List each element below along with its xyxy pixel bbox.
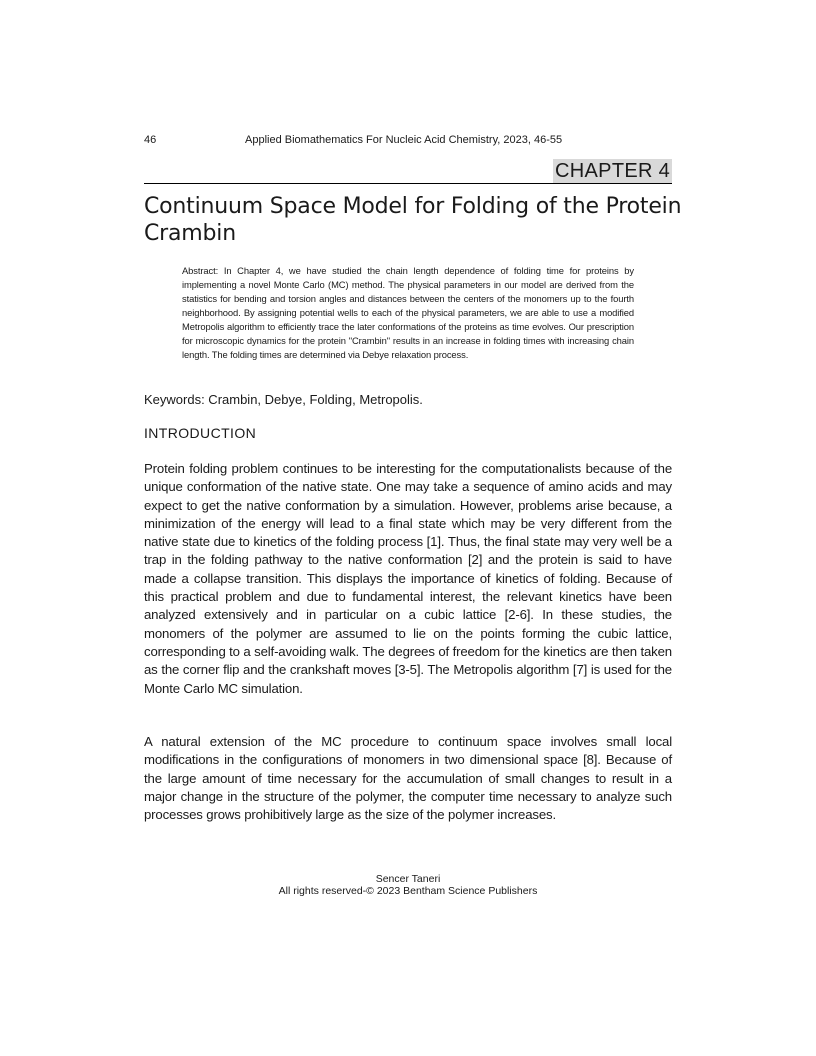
footer-author: Sencer Taneri [375,873,441,885]
page-number: 46 [144,134,157,146]
abstract: Abstract: In Chapter 4, we have studied the chain length dependence of folding time for proteins by implementing a novel Monte Carlo (MC) method. The physical parameters in our model are derived from the statistics for bending and torsion angles and distances between the centers of the monomers up to the fourth neighborhood. By assigning potential wells to each of the physical parameters, we are able to use a modified Metropolis algorithm to efficiently trace the later conformations of the proteins as time evolves. Our prescription for microscopic dynamics for the protein "Crambin" results in an increase in folding times with increasing chain length. The folding times are determined via Debye relaxation process. [182,265,634,360]
running-header: Applied Biomathematics For Nucleic Acid Chemistry, 2023, 46-55 [245,134,563,146]
section-heading-introduction: INTRODUCTION [144,425,257,441]
header-divider [144,183,672,184]
body-paragraph: A natural extension of the MC procedure to continuum space involves small local modifications in the configurations of monomers in two dimensional space [8]. Because of the large amount of time necessary for the accumulation of small changes to result in a major change in the structure of the polymer, the computer time necessary to analyze such processes grows prohibitively large as the size of the polymer increases. [144,734,672,823]
body-paragraph: Protein folding problem continues to be interesting for the computationalists because of the unique conformation of the native state. One may take a sequence of amino acids and may expect to get the native conformation by a simulation. However, problems arise because, a minimization of the energy will lead to a final state which may be very different from the native state due to kinetics of the folding process [1]. Thus, the final state may very well be a trap in the folding pathway to the native conformation [2] and the protein is said to have made a collapse transition. This displays the importance of kinetics of folding. Because of this practical problem and due to fundamental interest, the relevant kinetics have been analyzed extensively and in particular on a cubic lattice [2-6]. In these studies, the monomers of the polymer are assumed to lie on the points forming the cubic lattice, corresponding to a self-avoiding walk. The degrees of freedom for the kinetics are then taken as the corner flip and the crankshaft moves [3-5]. The Metropolis algorithm [7] is used for the Monte Carlo MC simulation. [144,461,672,696]
footer-copyright: All rights reserved-© 2023 Bentham Science Publishers [278,885,538,897]
keywords: Keywords: Crambin, Debye, Folding, Metropolis. [144,392,423,407]
chapter-title: Continuum Space Model for Folding of the Protein Crambin [144,194,682,246]
chapter-label: CHAPTER 4 [555,160,670,182]
